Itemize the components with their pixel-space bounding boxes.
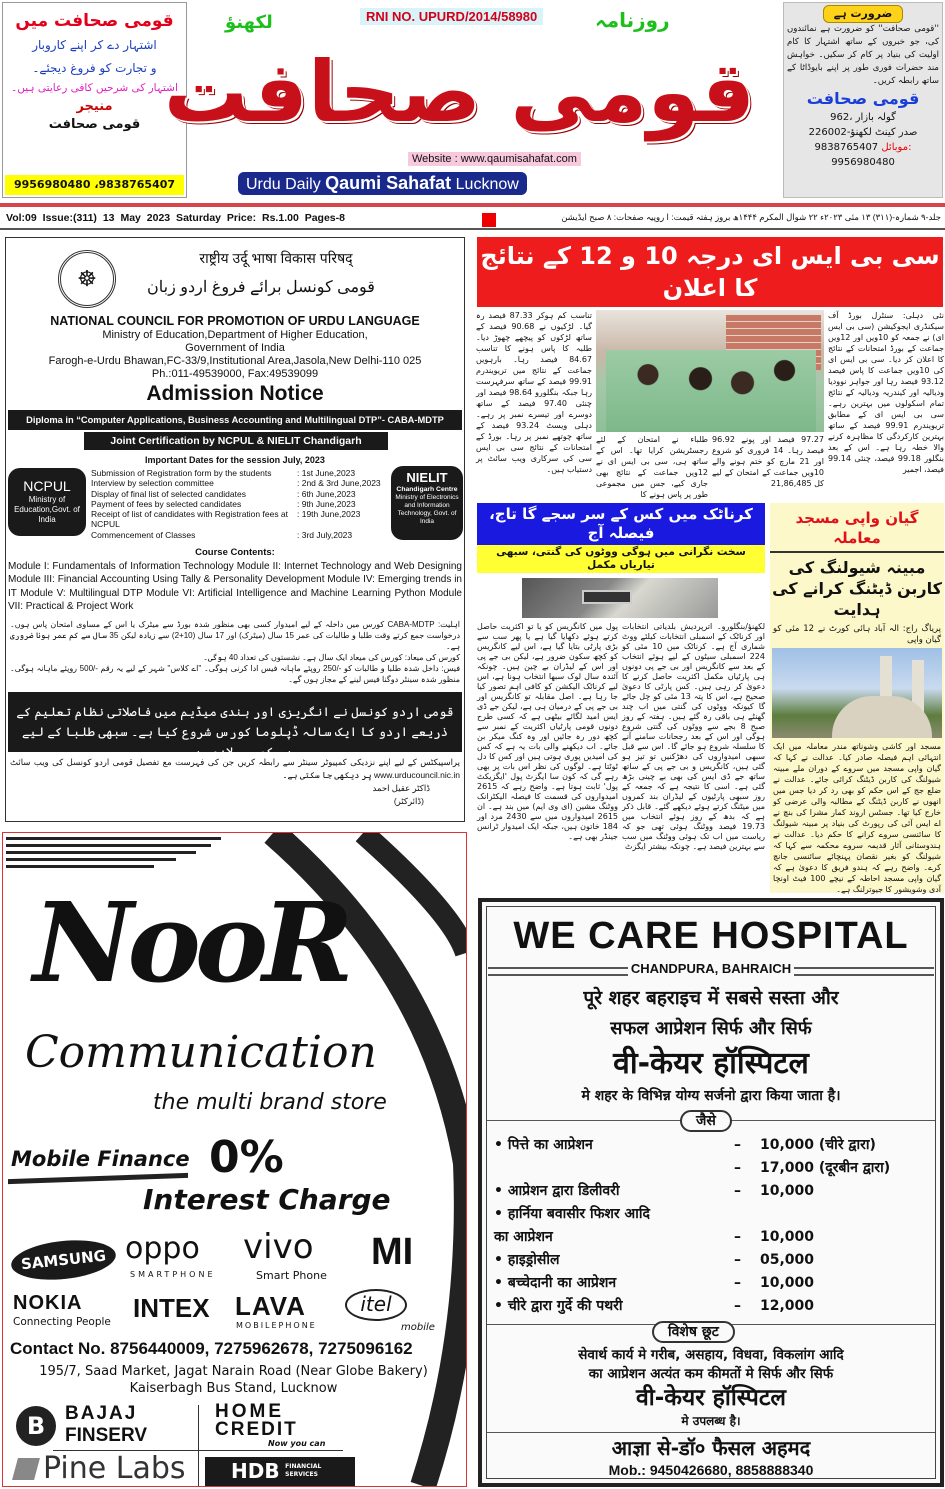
special-discount-label: विशेष छूट	[652, 1321, 735, 1343]
date-row	[91, 509, 387, 530]
service-row: • चीरे द्वारा गुर्दे की पथरी – 12,000	[494, 1298, 815, 1314]
ncpul-phone: Ph.:011-49539000, Fax:49539099	[151, 368, 319, 380]
students-celebrating-photo	[596, 310, 824, 432]
service-price: 17,000 (दूरबीन द्वारा)	[760, 1160, 891, 1176]
service-name: का आप्रेशन	[494, 1229, 553, 1245]
service-price: 10,000	[760, 1275, 815, 1291]
evm-machine-photo	[520, 576, 720, 620]
ncpul-org: NATIONAL COUNCIL FOR PROMOTION OF URDU LANGUAGE	[50, 314, 420, 328]
nielit-box	[391, 466, 463, 540]
noor-logo: NooR	[33, 878, 348, 1007]
date-value: : 19th June,2023	[297, 509, 361, 520]
date-row	[91, 468, 387, 478]
advertise-line: اشتہار کی شرحیں کافی رعایتی ہیں۔	[11, 82, 178, 94]
dates-list	[91, 468, 387, 540]
date-value: : 1st June,2023	[297, 468, 356, 478]
itel-sub: mobile	[401, 1322, 435, 1333]
students	[606, 350, 816, 432]
ncpul-seal-icon: ☸	[58, 250, 116, 308]
lava-logo: LAVA	[235, 1291, 306, 1321]
itel-logo: itel	[345, 1289, 407, 1321]
noor-tagline: the multi brand store	[153, 1090, 387, 1115]
gyanvapi-kicker: گیان واپی مسجد معاملہ	[770, 503, 944, 553]
noor-communication-ad	[2, 832, 467, 1487]
date-label: Display of final list of selected candidates	[91, 488, 246, 499]
service-row	[494, 1204, 924, 1224]
red-square-marker	[482, 213, 496, 227]
advertise-manager: منیجر	[76, 99, 113, 114]
duration: کورس کی میعاد: کورس کی میعاد ایک سال ہے۔ نشستوں کی تعداد 40 ہوگی۔	[203, 653, 460, 662]
special-line: सेवार्थ कार्य मे गरीब, असहाय, विधवा, विकलांग आदि	[578, 1347, 844, 1363]
decor-stripe	[6, 865, 154, 868]
wanted-ad	[783, 2, 943, 198]
mobile-number: 9838765407	[814, 142, 879, 153]
diploma-banner: Diploma in “Computer Applications, Business Accounting and Multilingual DTP”- CABA-MDTP	[8, 410, 462, 430]
promo-line: पूरे शहर बहराइच में सबसे सस्ता और	[583, 987, 839, 1009]
wanted-address: 962، گولہ بازار	[830, 112, 896, 123]
bajaj-logo: BAJAJ	[65, 1403, 138, 1424]
important-dates-heading: Important Dates for the session July, 2023	[145, 455, 325, 465]
intex-logo: INTEX	[133, 1293, 210, 1323]
wanted-badge: ضرورت ہے	[823, 5, 903, 23]
service-name: • आप्रेशन द्वारा डिलीवरी	[494, 1183, 620, 1199]
date-label: Interview by selection committee	[91, 478, 214, 489]
interest-charge: Interest Charge	[143, 1183, 391, 1216]
decor-stripe	[6, 844, 211, 847]
pine-labs-logo: Pine Labs	[43, 1451, 186, 1486]
karnataka-column-right: لکھنؤ/بنگلورو۔ اترپردیش بلدیاتی انتخابات اور کرناٹک کے اسمبلی انتخابات کیلئے ووٹ شماری آج ہے۔ کرناٹک میں 10 مئی کو 224 اسمبلی سیٹوں کے لیے ہوئے انتخاب کے بعد سے کانگریس اور بی جے پی دونوں ہی پارٹیاں مکمل اکثریت حاصل کرنے کا دعویٰ کر رہی ہیں۔ کس پارٹی کا دعویٰ صحیح ہے، اس کا پتہ 13 مئی کو چل جائے گا کیونکہ ووٹوں کی گنتی میں اب چند گھنٹے ہی باقی رہ گئے ہیں۔ ہفتہ کے روز صبح 8 بجے سے ووٹوں کی گنتی شروع ہوگی اور اس کے بعد رجحانات سامنے آنے کا سلسلہ شروع ہو جائے گا۔ اس سے قبل سبھی امیدواروں کی دھڑکنیں تو تیز ہو گئی ہیں، کانگریس و بی جے پی کے ساتھ ساتھ جے ڈی ایس کی بھی بے چینی بڑھ گئی ہے۔ اسی کا نتیجہ ہے کہ جمعہ کے روز سبھی پارٹیوں کے لیڈران بند کمروں میں میٹنگ کرتے ہوئے دیکھے گئے۔ قابل ذکر ہے کہ بدھ کے روز ہوئے انتخاب میں 19.73 فیصد ووٹنگ ہوئی تھی جو کہ ریاست میں اب تک ہوئی ووٹنگ میں سب سے بہترین فیصد ہے۔ چونکہ بیشتر ایگزٹ	[622, 622, 765, 851]
hdb-sub: FINANCIAL SERVICES	[285, 1463, 322, 1478]
date-value: : 6th June,2023	[297, 488, 356, 499]
oppo-logo: oppo	[125, 1231, 200, 1266]
eligibility: اہلیت: CABA-MDTP کورس میں داخلہ کے لیے امیدوار کسی بھی منظور شدہ بورڈ سے میٹرک یا اس کے مساوی امتحان پاس ہوں۔ درخواست جمع کرتے وقت طلبا و طالبات کی عمر 15 سال (میٹرک) اور 17 سال (10+2) سے زیادہ لیکن 35 سال سے کم عمر ہونا ضروری ہے۔	[10, 620, 461, 651]
finserv-logo: FINSERV	[65, 1425, 148, 1446]
cbse-headline: سی بی ایس ای درجہ 10 و 12 کے نتائج کا اعلان	[477, 237, 943, 307]
service-row: – 17,000 (दूरबीन द्वारा)	[494, 1158, 924, 1178]
service-row: • बच्चेदानी का आप्रेशन – 10,000	[494, 1275, 815, 1291]
decor-stripe	[6, 851, 196, 854]
gyanvapi-story	[770, 503, 944, 893]
nokia-sub: Connecting People	[13, 1316, 111, 1328]
divider	[487, 1432, 935, 1433]
hospital-name: WE CARE HOSPITAL	[513, 915, 909, 957]
address-line: Kaiserbagh Bus Stand, Lucknow	[129, 1381, 338, 1396]
admission-heading: Admission Notice	[146, 382, 324, 405]
service-row: का आप्रेशन – 10,000	[494, 1229, 815, 1245]
tagline-post: Lucknow	[455, 176, 519, 193]
gyanvapi-body: مسجد اور کاشی وشوناتھ مندر معاملہ میں ایک انتہائی اہم فیصلہ صادر کیا۔ عدالت نے کہا کہ گیان واپی مسجد میں سروے کے دوران ملے مبینہ شیولنگ کی کاربن ڈیٹنگ کرائی جائے۔ عدالت نے ضلع جج کے اس حکم کو بھی رد کر دیا جس میں انھوں نے کاربن ڈیٹنگ کے مطالبہ والی عرضی کو خارج کیا تھا۔ جسٹس اروند کمار مشرا کی بنچ نے اے ایس آئی کی رپورٹ کی بنیاد پر مبینہ شیولنگ کا سائنسی سروے کرانے کا حکم دیا۔ عدالت نے ہندوستانی آثار قدیمہ سروے محکمہ سے کہا کہ شیولنگ کو بغیر نقصان پہنچائے سائنسی جانچ کرے۔ واضح رہے کہ ہندو فریق کا دعویٰ ہے کہ گیان واپی مسجد احاطہ کے نیچے 100 فیٹ اونچا آدی وشویشور کا جیوترلنگ ہے۔	[773, 742, 941, 894]
karnataka-column-left: پول میں کانگریس کو یا تو اکثریت حاصل کرتے ہوئے دکھایا گیا ہے یا پھر سب سے بڑی پارٹی بتایا گیا ہے، اس لیے کانگریس کو کچھ سکون ضرور ہے، لیکن بی جے پی اور اس کے لیڈران بے چین ہیں۔ چونکہ آئندہ سال لوک سبھا انتخاب ہونا ہے، اس لیے کرناٹک الیکشن کو کافی اہم تصور کیا جا رہا ہے۔ اصل مقابلہ تو کانگریس اور بی جے پی کے درمیان ہی ہے، لیکن جے ڈی ایس امید لگائے بیٹھی ہے کہ کسی طرح دونوں قومی پارٹیاں اکثریت کے نمبر سے کچھ دور رہ جائیں اور وہ کنگ میکر بن جائے۔ اب دیکھنے والی بات یہ ہے کہ کس کی امیدیں پوری ہوتی ہیں اور کس کا دل ٹوٹتا ہے۔ لوگوں کی نظر اس بات پر بھی رہے گی کہ کون سا ایگزٹ پول 'ایگزیکٹ پول' ثابت ہوتا ہے۔ واضح رہے کہ 2615 امیدواروں کی قسمت کا فیصلہ الیکٹرانک ووٹنگ مشین (ای وی ایم) میں بند ہے۔ ان 2615 امیدواروں میں سے 2430 مرد اور 184 خاتون ہیں، جبکہ ایک امیدوار ٹرانس جینڈر بھی ہے۔	[477, 622, 618, 841]
service-row: • पित्ते का आप्रेशन – 10,000 (चीरे द्वारा)	[494, 1137, 876, 1153]
hospital-mobile: Mob.: 9450426680, 8858888340	[608, 1462, 814, 1478]
ncpul-box	[8, 468, 86, 536]
advertise-box	[2, 2, 187, 198]
course-contents-heading: Course Contents:	[195, 547, 275, 558]
gyanvapi-headline: مبینہ شیولنگ کی کاربن ڈیٹنگ کرانے کی ہدایت	[772, 558, 942, 619]
advertise-phones: 9956980480 ،9838765407	[5, 175, 184, 195]
tagline	[238, 172, 527, 195]
karnataka-subheadline: سخت نگرانی میں ہوگی ووٹوں کی گنتی، سبھی تیاریاں مکمل	[477, 545, 765, 573]
masthead	[163, 2, 780, 198]
noor-communication: Communication	[25, 1027, 377, 1078]
contact-numbers: Contact No. 8756440009, 7275962678, 7275096162	[10, 1339, 413, 1358]
ncpul-box-title: NCPUL	[23, 478, 71, 494]
roznama-label: روزنامہ	[595, 8, 670, 32]
nielit-box-sub: Chandigarh Centre	[396, 486, 458, 493]
ncpul-box-sub: Ministry of Education,Govt. of India	[14, 495, 80, 524]
decor-stripe	[6, 837, 221, 840]
date-row	[91, 499, 387, 509]
wanted-address: صدر کینٹ لکھنؤ-226002	[808, 127, 918, 138]
nokia-logo: NOKIA	[13, 1292, 83, 1314]
notice-footer	[10, 756, 460, 808]
website-link[interactable]: Website : www.qaumisahafat.com	[408, 152, 581, 166]
service-name: • हाइड्रोसील	[494, 1252, 560, 1268]
service-price: 10,000 (चीरे द्वारा)	[760, 1137, 876, 1153]
cbse-column-mid-right: 97.27 فیصد اور پونے 96.92 فیصد رہا۔ 14 فروری کو شروع اور 21 مارچ کو ختم ہونے والے 10ویں جماعت کے امتحان کے لیے کل 21,86,485	[712, 435, 824, 488]
ncpul-hindi-name: राष्ट्रीय उर्दू भाषा विकास परिषद्	[199, 250, 353, 266]
date-bar	[0, 209, 945, 230]
address-line: 195/7, Saad Market, Jagat Narain Road (Near Globe Bakery)	[39, 1364, 428, 1379]
special-line: का आप्रेशन अत्यंत कम कीमतों मे सिर्फ और सिर्फ	[588, 1366, 834, 1382]
lava-sub: MOBILEPHONE	[236, 1321, 317, 1330]
issue-info-urdu: جلد-۹ شمارہ-(۳۱۱) ۱۳ مئی ۲۰۲۳ء ۲۲ شوال المکرم ۱۴۴۴ھ بروز ہفتہ قیمت: ا روپیہ صفحات: ۸ صبح ایڈیشن	[561, 212, 941, 222]
service-price: 10,000	[760, 1183, 815, 1199]
hospital-hindi-name: वी-केयर हॉस्पिटल	[613, 1046, 809, 1081]
home-credit-sub: Now you can	[268, 1439, 326, 1448]
location-text: CHANDPURA, BAHRAICH	[628, 961, 794, 976]
promo-line: सफल आप्रेशन सिर्फ और सिर्फ	[610, 1018, 812, 1039]
service-name: • चीरे द्वारा गुर्दे की पथरी	[494, 1298, 623, 1314]
eligibility-text	[10, 619, 460, 685]
gyanvapi-dateline: پریاگ راج: الہ آباد ہائی کورٹ نے 12 مئی کو گیان واپی	[773, 624, 942, 645]
hospital-hindi-name: वी-केयर हॉस्पिटल	[635, 1385, 787, 1411]
hdb-logo	[205, 1457, 355, 1486]
wanted-mobile	[784, 140, 942, 155]
date-value: : 3rd July,2023	[297, 529, 353, 540]
rni-number: RNI NO. UPURD/2014/58980	[360, 8, 543, 25]
date-label: Commencement of Classes	[91, 529, 196, 540]
service-price: 05,000	[760, 1252, 815, 1268]
karnataka-headline: کرناٹک میں کس کے سر سجے گا تاج، فیصلہ آج	[477, 503, 765, 545]
evm-display	[582, 590, 632, 604]
cbse-column-right: نئی دہلی: سنٹرل بورڈ آف سیکنڈری ایجوکیشن (سی بی ایس ای) نے جمعہ کو 10ویں اور 12ویں جماعت کے بورڈ امتحانات کے نتائج کا اعلان کر دیا۔ سی بی ایس ای کی 10ویں جماعت کا پاس فیصد 93.12 فیصد رہا اور جواہر نوودیا ودیالیہ اور کیندریہ ودیالیہ کے نتائج تمام اسکولوں میں بہترین رہے۔ سی بی ایس ای کے مطابق تریویندرم 99.91 فیصد کے ساتھ بہترین کارکردگی کا مظاہرہ کرنے والا خطہ رہا ہے۔ اس کے بعد بنگلور 99.18 فیصد، چنئی 99.14 فیصد، اجمیر	[828, 311, 945, 474]
wanted-mobile: 9956980480	[831, 157, 895, 168]
service-name: • बच्चेदानी का आप्रेशन	[494, 1275, 617, 1291]
date-row	[91, 489, 387, 499]
bajaj-icon: B	[16, 1406, 56, 1446]
date-value: : 2nd & 3rd June,2023	[297, 478, 381, 489]
designation: (ڈائرکٹر)	[393, 796, 424, 806]
samsung-logo: SAMSUNG	[9, 1236, 117, 1285]
prospectus-info: پراسپیکٹس کے لیے اپنے نزدیکی کمپیوٹر سینٹر سے رابطہ کریں جن کی فہرست مع تفصیل قومی اردو کونسل کی ویب سائٹ www.urducouncil.nic.in پر دیکھی جا سکتی ہے۔	[10, 757, 460, 780]
promo-line: मे शहर के विभिन्न योग्य सर्जनो द्वारा किया जाता है।	[581, 1088, 841, 1104]
service-name	[494, 1158, 734, 1178]
tagline-pre: Urdu Daily	[246, 176, 321, 193]
urdu-course-banner: قومی اردو کونسل نے انگریزی اور ہندی میڈیم میں فاصلاتی نظام تعلیم کے ذریعے اردو کا ایک سالہ ڈپلوما کورس شروع کیا ہے۔ سبھی طلبا کے لیے یہ کورس لازمی ہے۔	[8, 692, 462, 752]
zero-percent: 0%	[209, 1132, 284, 1183]
we-care-hospital-ad	[478, 898, 944, 1487]
service-price: 10,000	[760, 1229, 815, 1245]
newspaper-logo: قومی صحافت	[163, 43, 755, 141]
mi-logo: MI	[371, 1231, 414, 1273]
vivo-sub: Smart Phone	[256, 1269, 327, 1282]
ncpul-govt: Government of India	[185, 342, 285, 354]
nielit-box-ministry: Ministry of Electronics and Information Technology, Govt. of India	[395, 494, 459, 525]
service-name: • पित्ते का आप्रेशन	[494, 1137, 593, 1153]
advertise-paper: قومی صحافت	[48, 117, 141, 132]
decor-stripe	[6, 858, 176, 861]
store-address	[6, 1363, 461, 1397]
date-row	[91, 478, 387, 488]
date-label: Receipt of list of candidates with Registration fees at NCPUL	[91, 509, 289, 530]
vivo-logo: vivo	[243, 1227, 314, 1267]
oppo-sub: SMARTPHONE	[130, 1270, 216, 1279]
joint-certification: Joint Certification by NCPUL & NIELIT Chandigarh	[84, 432, 388, 450]
city-label: لکھنؤ	[225, 12, 273, 33]
mobile-label: موبائل:	[881, 142, 912, 153]
issue-info-english: Vol:09 Issue:(311) 13 May 2023 Saturday Price: Rs.1.00 Pages-8	[6, 212, 345, 224]
ncpul-urdu-name: قومی کونسل برائے فروغ اردو زبان	[147, 279, 375, 296]
date-label: Payment of fees by selected candidates	[91, 498, 242, 509]
date-value: : 9th June,2023	[297, 498, 356, 509]
course-modules: Module I: Fundamentals of Information Technology Module II: Internet Technology and Web Designing Module III: Financial Accounting Using Tally & Personality Development Module IV: Emerging trends in IT Module V: Multilingual DTP Module VI: Artificial Intelligence and Machine Learning Python Module VII: Practical & Project Work	[8, 561, 462, 612]
fees: فیس: داخل شدہ طلبا و طالبات کو -/250 روپئے ماہانہ فیس ادا کرنی ہوگی۔ ''اے کلاس'' شہر کے لیے یہ رقم -/500 روپئے ماہانہ ہوگی۔ منظور شدہ سینٹر دوگنا فیس لینے کے مجاز ہوں گے۔	[10, 664, 461, 684]
ncpul-ministry: Ministry of Education,Department of Higher Education,	[102, 329, 368, 341]
service-price: 12,000	[760, 1298, 815, 1314]
service-row: • हाइड्रोसील – 05,000	[494, 1252, 815, 1268]
wanted-brand: قومی صحافت	[806, 89, 920, 108]
advertise-line: و تجارت کو فروغ دیجئے۔	[32, 61, 157, 75]
wanted-body: ''قومی صحافت'' کو ضرورت ہے نمائندوں کی، جو خبروں کے ساتھ اشتہار کا کام اولیت کی بنیاد پر کام کر سکیں۔ خواہش مند حضرات فوری طور پر اپنے بایوڈاٹا کے ساتھ رابطہ کریں۔	[787, 24, 939, 86]
date-row	[91, 530, 387, 540]
advertise-title: قومی صحافت میں	[15, 11, 174, 31]
ncpul-admission-notice	[5, 237, 465, 822]
service-row: • आप्रेशन द्वारा डिलीवरी – 10,000	[494, 1183, 815, 1199]
jaise-label: जैसे	[680, 1110, 732, 1132]
hdb-text: HDB	[231, 1459, 280, 1483]
mosque-photo	[772, 648, 942, 738]
mobile-finance: Mobile Finance	[11, 1147, 190, 1171]
credit-logo: CREDIT	[215, 1419, 298, 1440]
advertise-line: اشتہار دے کر اپنے کاروبار	[32, 38, 157, 52]
cbse-column-left: تناسب کم ہوکر 87.33 فیصد رہ گیا۔ لڑکیوں نے 90.68 فیصد کے ساتھ لڑکوں کو پیچھے چھوڑ دیا۔ طلبہ کا پاس ہونے کا تناسب 84.67 فیصد رہا۔ بارہویں جماعت کے نتائج میں تریویندرم 99.91 فیصد کے ساتھ سرفہرست رہا جبکہ بنگلورو 98.64 فیصد اور چنئی 97.40 فیصد کے ساتھ دوسرے اور تیسرے نمبر پر رہے۔ دہلی ویسٹ 93.24 فیصد کے ساتھ چوتھے نمبر پر رہا۔ بورڈ کے امتحانات کے نتائج سی بی ایس سی کی سرکاری ویب سائٹ پر دستیاب ہیں۔	[476, 311, 592, 474]
tagline-name: Qaumi Sahafat	[325, 173, 452, 193]
header-rule	[0, 203, 945, 207]
date-label: Submission of Registration form by the students	[91, 468, 272, 478]
ncpul-address: Farogh-e-Urdu Bhawan,FC-33/9,Institutional Area,Jasola,New Delhi-110 025	[48, 355, 422, 367]
nielit-box-title: NIELIT	[406, 470, 448, 485]
divider	[198, 1405, 199, 1487]
available-line: मे उपलब्ध है।	[681, 1414, 741, 1428]
home-logo: HOME	[215, 1401, 284, 1422]
doctor-name: आज्ञा से-डॉ० फैसल अहमद	[611, 1436, 811, 1460]
hospital-location	[488, 960, 934, 978]
signatory: ڈاکٹر عقیل احمد	[372, 783, 430, 793]
cbse-column-mid-left: طلباء نے امتحان کے لئے رجسٹریشن کرایا تھا۔ اس کے ساتھ ہی، سی بی ایس ای نے 12ویں جماعت کے نتائج بھی جاری کیے، جس میں مجموعی طور پر پاس ہونے کا	[596, 435, 708, 499]
service-name: • हार्निया बवासीर फिशर आदि	[494, 1206, 650, 1222]
